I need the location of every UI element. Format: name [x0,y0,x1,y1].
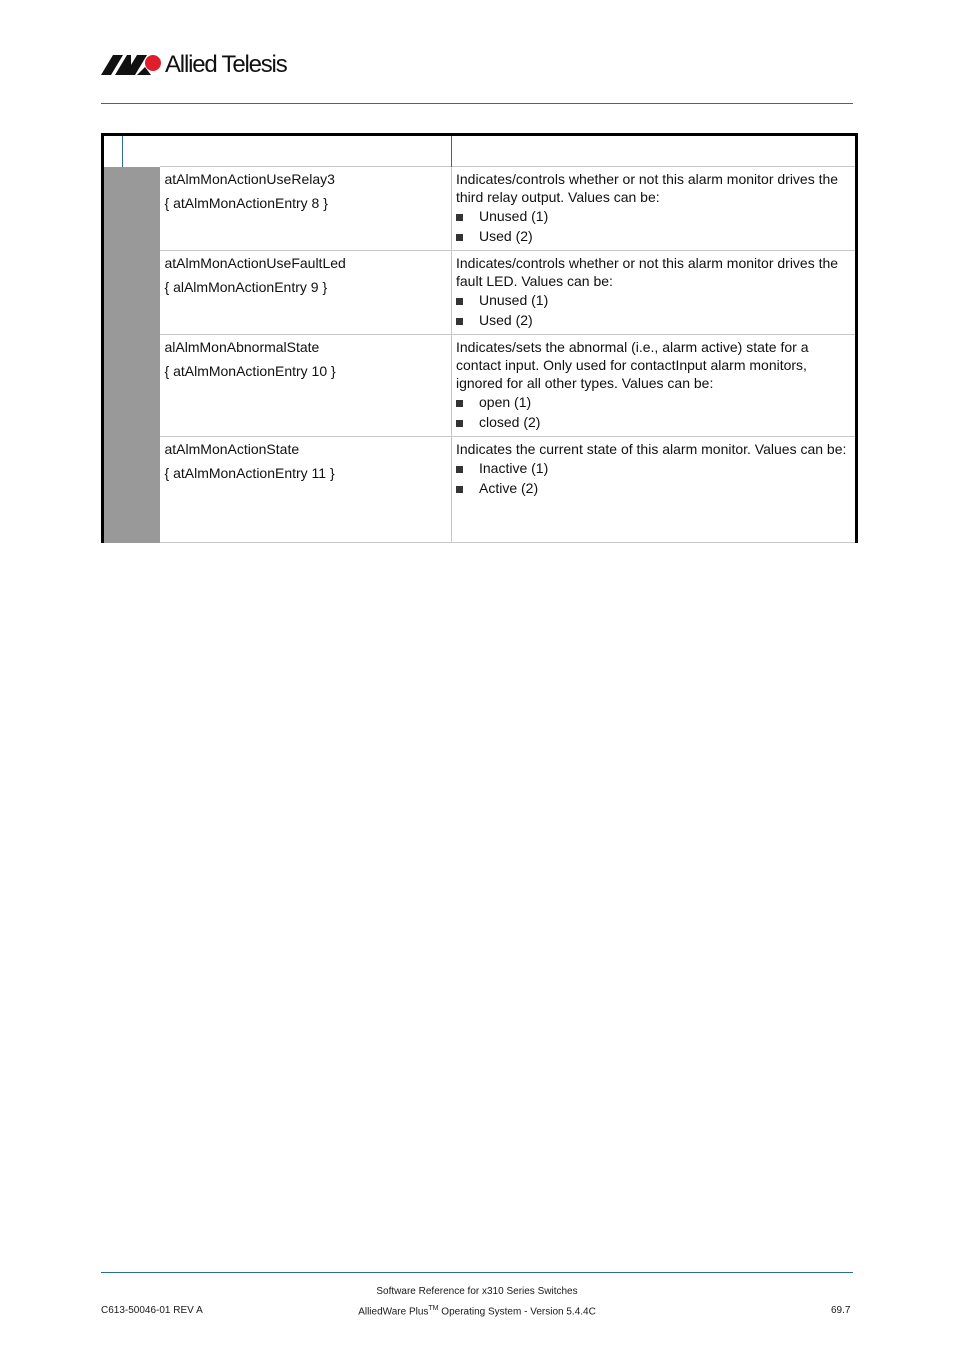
table-header-row [103,135,857,167]
object-entry: { atAlmMonActionEntry 10 } [164,363,336,379]
header-divider [101,103,853,104]
value-item: open (1) [456,393,851,413]
footer-doc-title: Software Reference for x310 Series Switches [376,1286,578,1297]
table-row [103,251,857,335]
table-row [103,167,857,251]
value-list [456,291,851,330]
group-indicator-cell [103,167,160,543]
description-cell [452,167,857,251]
description-text: Indicates/controls whether or not this alarm monitor drives the fault LED. Values can be: [456,255,839,289]
value-list [456,393,851,432]
value-item: Active (2) [456,479,851,499]
footer-trademark: TM [428,1305,439,1312]
allied-telesis-logo-icon [101,53,163,77]
value-item: Unused (1) [456,291,851,311]
object-name: alAlmMonAbnormalState [164,339,320,355]
footer-os-version [101,1305,853,1317]
table-row [103,335,857,437]
description-cell [452,251,857,335]
value-list [456,207,851,246]
value-item: Unused (1) [456,207,851,227]
logo-wordmark: Allied Telesis [165,51,287,78]
object-name: atAlmMonActionState [164,441,300,457]
description-cell [452,335,857,437]
description-text: Indicates/sets the abnormal (i.e., alarm active) state for a contact input. Only used for contactInput alarm monitors, ignored for all other types. Values can be: [456,339,809,391]
object-name: atAlmMonActionUseRelay3 [164,171,335,187]
mib-object-table [101,133,858,543]
footer-os-suffix: Operating System - Version 5.4.4C [438,1306,596,1318]
footer-page-number: 69.7 [831,1305,851,1316]
value-item: Used (2) [456,227,851,247]
footer-doc-code: C613-50046-01 REV A [101,1305,203,1316]
object-cell [160,437,452,543]
value-item: Used (2) [456,311,851,331]
header-cell-object [123,135,452,167]
object-entry: { atAlmMonActionEntry 8 } [164,195,328,211]
object-entry: { alAlmMonActionEntry 9 } [164,279,328,295]
description-text: Indicates/controls whether or not this alarm monitor drives the third relay output. Values can be: [456,171,839,205]
value-list [456,459,851,498]
object-name: atAlmMonActionUseFaultLed [164,255,346,271]
value-item: Inactive (1) [456,459,851,479]
footer-os-prefix: AlliedWare Plus [358,1306,429,1318]
footer-divider [101,1272,853,1273]
object-entry: { atAlmMonActionEntry 11 } [164,465,335,481]
company-logo [101,50,287,80]
header-cell-description [452,135,857,167]
object-cell [160,335,452,437]
header-cell-blank [103,135,123,167]
table-row [103,437,857,543]
value-item: closed (2) [456,413,851,433]
object-cell [160,167,452,251]
object-cell [160,251,452,335]
description-cell [452,437,857,543]
description-text: Indicates the current state of this alarm monitor. Values can be: [456,441,847,457]
